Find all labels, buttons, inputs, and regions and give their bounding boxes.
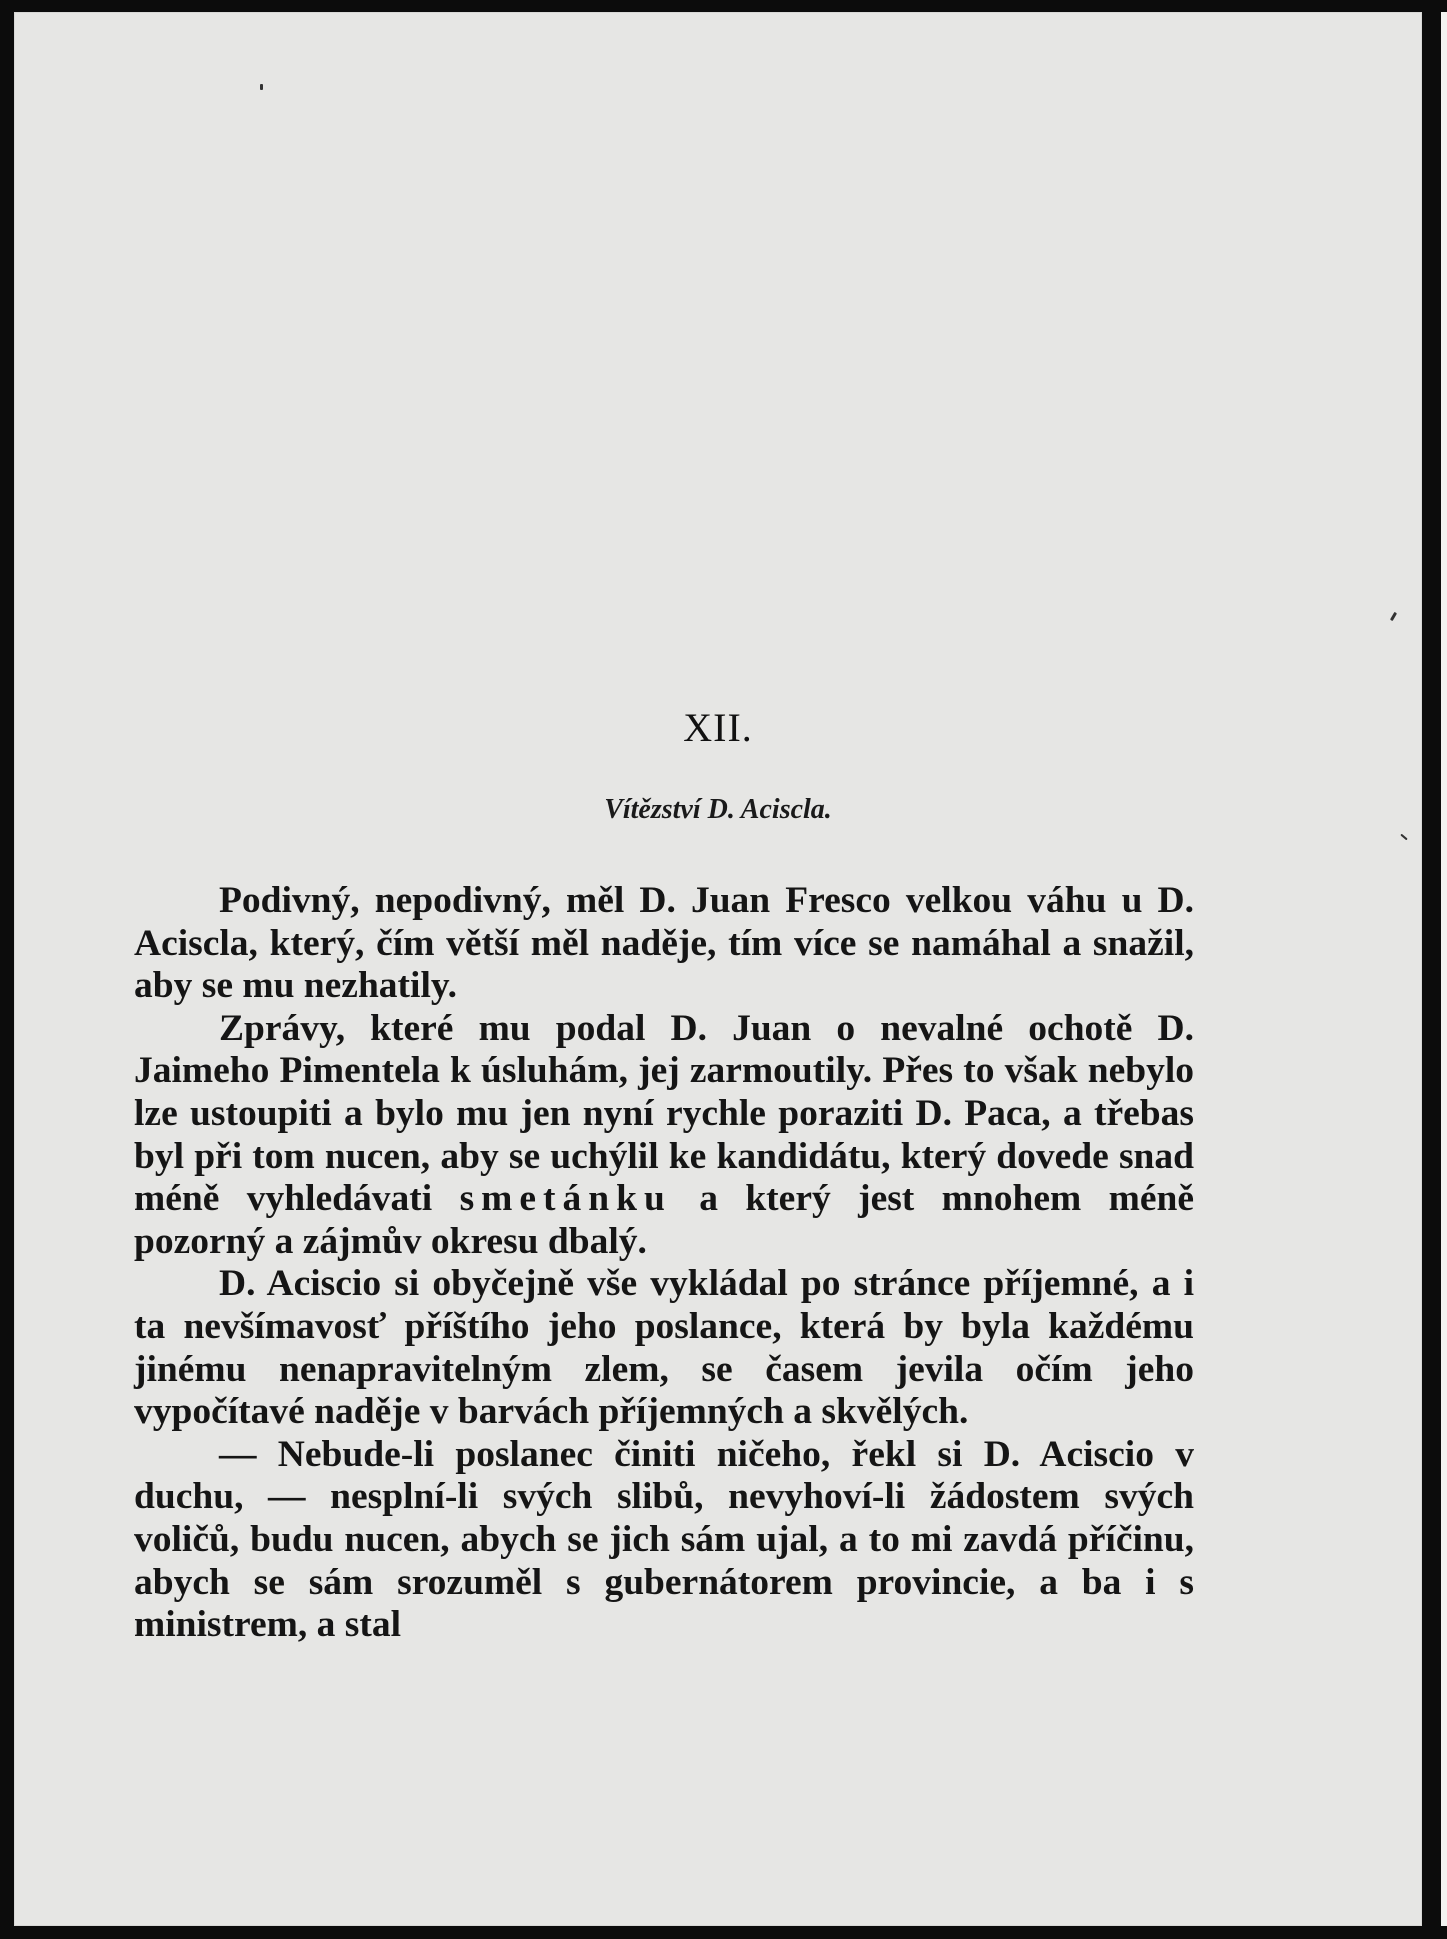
scan-speck — [1390, 612, 1397, 621]
chapter-title: Vítězství D. Aciscla. — [604, 794, 832, 825]
spaced-emphasis-word: smetánku — [459, 1178, 672, 1220]
paragraph-2-continuation: a který jest mnohem méně pozorný a zájmův okresu dbalý. — [134, 1178, 1194, 1262]
book-page — [14, 12, 1422, 1926]
paragraph-1: Podivný, nepodivný, měl D. Juan Fresco velkou váhu u D. Aciscla, který, čím větší měl naděje, tím více se namáhal a snažil, aby se mu nezhatily. — [134, 880, 1194, 1007]
chapter-body — [134, 880, 1194, 1647]
scan-speck — [1400, 834, 1407, 841]
paragraph-2-text: Zprávy, které mu podal D. Juan o nevalné ochotě D. Jaimeho Pimentela k úsluhám, jej zarmoutily. Přes to však nebylo lze ustoupiti a bylo mu jen nyní rychle poraziti D. Paca, a třebas byl při tom nucen, aby se uchýlil ke kandidátu, který dovede snad méně vyhledávati — [134, 1007, 1194, 1220]
paragraph-4: — Nebude-li poslanec činiti ničeho, řekl si D. Aciscio v duchu, — nesplní-li svých slibů, nevyhoví-li žádostem svých voličů, budu nucen, abych se jich sám ujal, a to mi zavdá příčinu, abych se sám srozuměl s gubernátorem provincie, a ba i s ministrem, a stal — [134, 1433, 1194, 1646]
scan-edge — [1441, 12, 1447, 1926]
chapter-number: XII. — [683, 705, 753, 750]
paragraph-2 — [134, 1008, 1194, 1264]
scan-speck — [260, 84, 263, 90]
paragraph-3: D. Aciscio si obyčejně vše vykládal po stránce příjemné, a i ta nevšímavosť příštího jeho poslance, která by byla každému jinému nenapravitelným zlem, se časem jevila očím jeho vypočítavé naděje v barvách příjemných a skvělých. — [134, 1263, 1194, 1433]
